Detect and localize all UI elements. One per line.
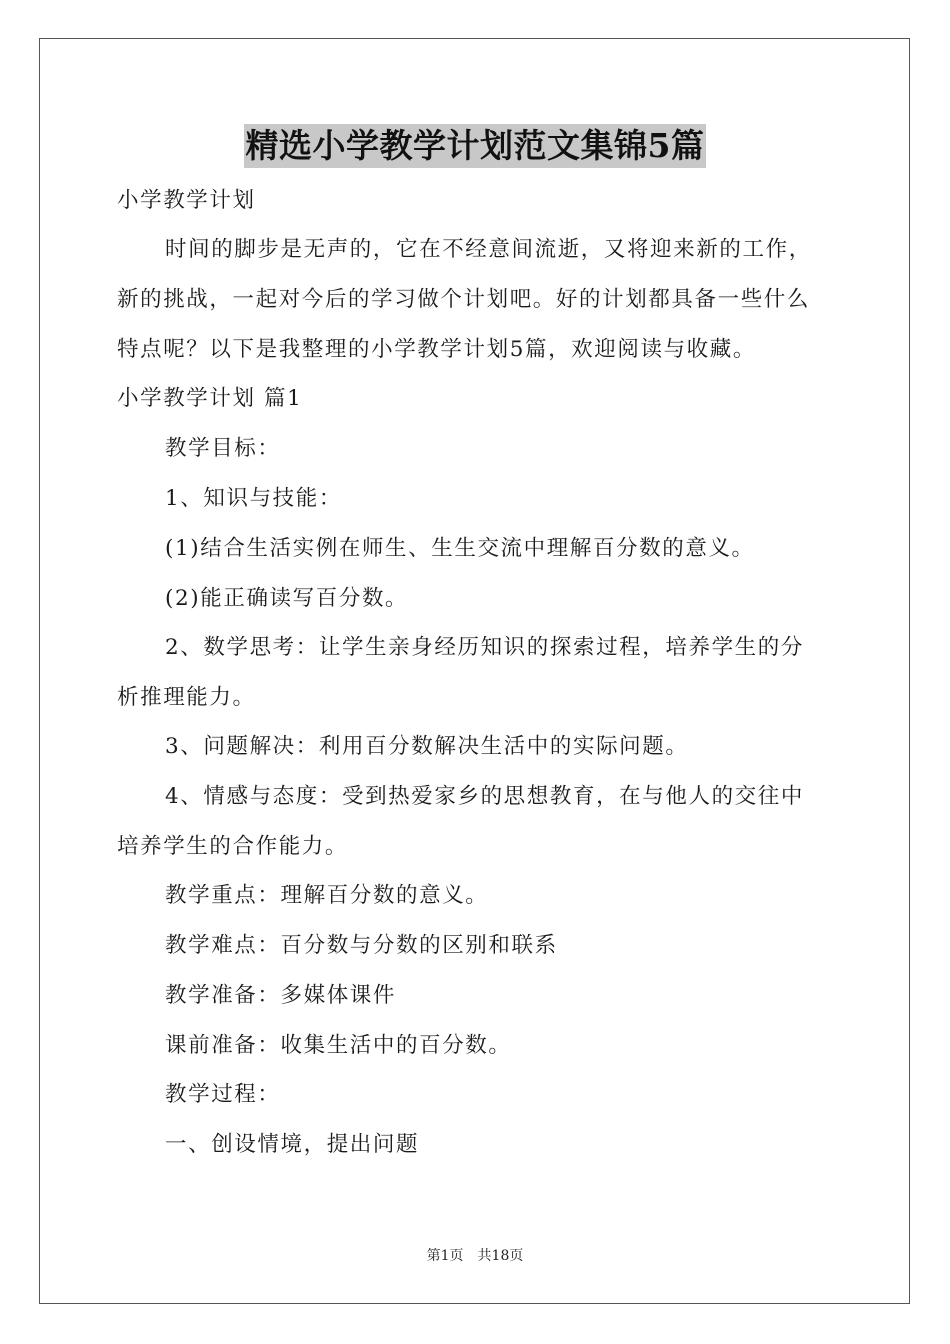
section-heading: 小学教学计划 xyxy=(117,188,256,213)
document-title-container xyxy=(0,124,950,168)
paragraph-line: 教学目标： xyxy=(165,436,281,461)
paragraph-line: (1)结合生活实例在师生、生生交流中理解百分数的意义。 xyxy=(165,536,755,561)
paragraph-line: 培养学生的合作能力。 xyxy=(117,834,349,859)
paragraph-line: 特点呢？以下是我整理的小学教学计划5篇，欢迎阅读与收藏。 xyxy=(117,337,756,362)
paragraph-line: 析推理能力。 xyxy=(117,685,256,710)
paragraph-line: 教学重点：理解百分数的意义。 xyxy=(165,883,489,908)
paragraph-line: 新的挑战，一起对今后的学习做个计划吧。好的计划都具备一些什么 xyxy=(117,287,811,312)
page-number-footer: 第1页 共18页 xyxy=(426,1248,524,1264)
paragraph-line: 教学难点：百分数与分数的区别和联系 xyxy=(165,933,558,958)
paragraph-line: 一、创设情境，提出问题 xyxy=(165,1132,420,1157)
section-heading: 小学教学计划 篇1 xyxy=(117,386,303,411)
page-border xyxy=(39,38,910,1304)
paragraph-line: 3、问题解决：利用百分数解决生活中的实际问题。 xyxy=(165,734,689,759)
paragraph-line: 1、知识与技能： xyxy=(165,486,342,511)
paragraph-line: 教学过程： xyxy=(165,1082,281,1107)
paragraph-line: 时间的脚步是无声的，它在不经意间流逝，又将迎来新的工作， xyxy=(165,237,812,262)
document-title: 精选小学教学计划范文集锦5篇 xyxy=(244,124,707,168)
paragraph-line: 2、数学思考：让学生亲身经历知识的探索过程，培养学生的分 xyxy=(165,635,804,660)
paragraph-line: 课前准备：收集生活中的百分数。 xyxy=(165,1033,512,1058)
paragraph-line: (2)能正确读写百分数。 xyxy=(165,586,409,611)
paragraph-line: 教学准备：多媒体课件 xyxy=(165,983,397,1008)
paragraph-line: 4、情感与态度：受到热爱家乡的思想教育，在与他人的交往中 xyxy=(165,784,804,809)
